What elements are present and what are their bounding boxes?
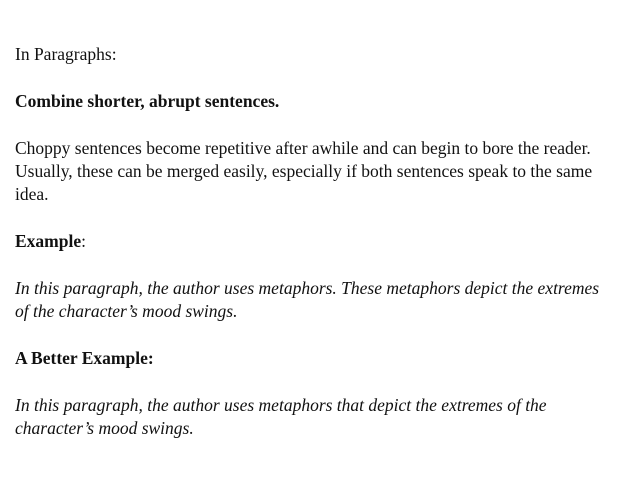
example-line-2: of the character’s mood swings. [15,301,238,321]
example-label: Example [15,231,82,251]
heading: Combine shorter, abrupt sentences. [15,91,280,111]
body-line-1: Choppy sentences become repetitive after awhile and can begin to bore the reader. [15,138,591,158]
better-example-line-2: character’s mood swings. [15,418,194,438]
body-line-3: idea. [15,184,49,204]
better-example-line-1: In this paragraph, the author uses metaphors that depict the extremes of the [15,395,547,415]
example-line-1: In this paragraph, the author uses metaphors. These metaphors depict the extremes [15,278,600,298]
example-colon: : [81,231,86,251]
section-title: In Paragraphs: [15,44,117,64]
example-label-row [15,230,86,253]
body-line-2: Usually, these can be merged easily, especially if both sentences speak to the same [15,161,593,181]
better-example-label: A Better Example: [15,348,154,368]
